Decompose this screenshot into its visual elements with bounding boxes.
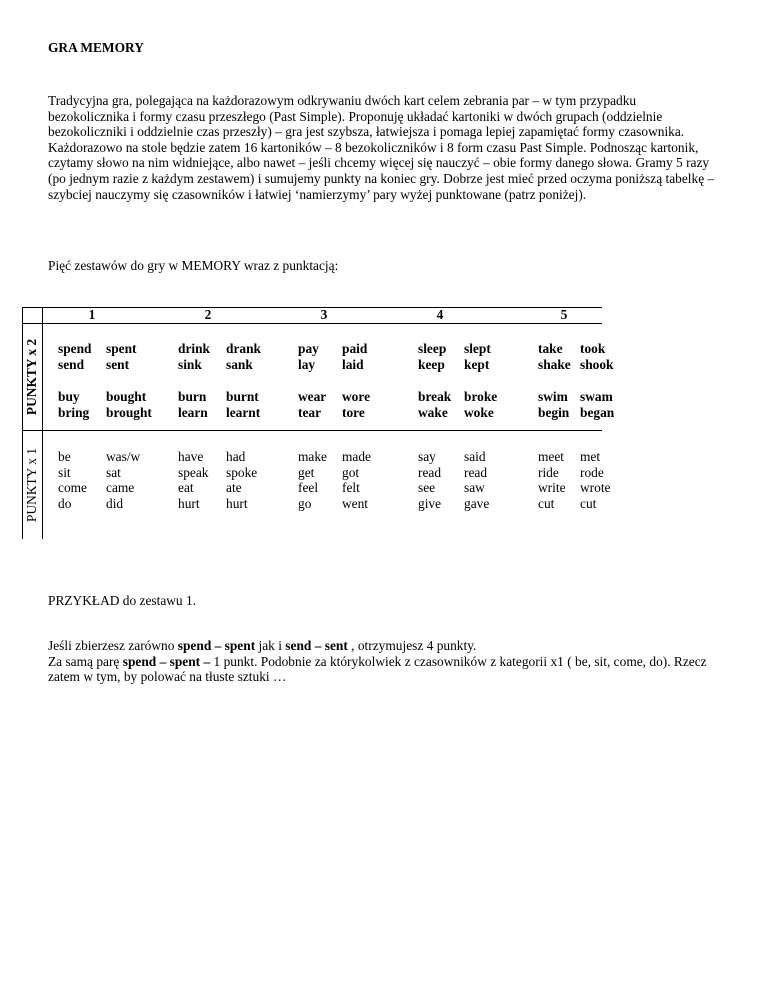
points-x1-label: PUNKTY x 1 <box>24 448 39 522</box>
set3-row2-past: wore tore <box>342 389 371 420</box>
table-group-divider <box>22 430 602 431</box>
table-side-divider <box>42 307 43 539</box>
set-number: 5 <box>560 307 568 322</box>
set5-row1-past: took shook <box>580 341 614 372</box>
table-header-divider <box>22 323 602 324</box>
text-run: 1 punkt. Podobnie za którykolwiek z czasowników z kategorii x1 ( be, sit, come, do). Rzecz zatem w tym, by polować na tłuste sztuki … <box>48 653 707 685</box>
text-run: , otrzymujesz 4 punkty. <box>347 638 477 653</box>
set2-row2-past: burnt learnt <box>226 389 261 420</box>
set3-row3-past: made got felt went <box>342 449 371 511</box>
set5-row1-infinitives: take shake <box>538 341 571 372</box>
set1-row2-past: bought brought <box>106 389 152 420</box>
set5-row2-infinitives: swim begin <box>538 389 570 420</box>
set4-row1-infinitives: sleep keep <box>418 341 447 372</box>
table-border-top <box>22 307 602 308</box>
text-run: Jeśli zbierzesz zarówno <box>48 638 178 653</box>
set3-row1-infinitives: pay lay <box>298 341 319 372</box>
set3-row2-infinitives: wear tear <box>298 389 327 420</box>
page-title: GRA MEMORY <box>48 40 144 55</box>
table-lead: Pięć zestawów do gry w MEMORY wraz z punktacją: <box>48 258 339 273</box>
set2-row1-past: drank sank <box>226 341 261 372</box>
set1-row3-infinitives: be sit come do <box>58 449 87 511</box>
set1-row3-past: was/w sat came did <box>106 449 141 511</box>
set2-row3-past: had spoke ate hurt <box>226 449 258 511</box>
verb-pair: spend – spent <box>177 638 256 653</box>
example-line-1 <box>48 638 728 654</box>
example-line-2 <box>48 654 728 685</box>
verb-pair: spend – spent – <box>122 653 211 669</box>
set5-row2-past: swam began <box>580 389 615 420</box>
set4-row3-past: said read saw gave <box>464 449 490 511</box>
set-number: 3 <box>320 307 328 322</box>
verb-pair: send – sent <box>285 638 348 653</box>
set-number: 1 <box>88 307 96 322</box>
set2-row1-infinitives: drink sink <box>178 341 211 372</box>
intro-paragraph: Tradycyjna gra, polegająca na każdorazowym odkrywaniu dwóch kart celem zebrania par – w tym przypadku bezokolicznika i formy czasu przeszłego (Past Simple). Proponuję układać kartoniki w dwóch grupach (oddzielnie bezokoliczniki i oddzielnie czas przeszły) – gra jest szybsza, łatwiejsza i pomaga lepiej zapamiętać formy czasownika. Każdorazowo na stole będzie zatem 16 kartoników – 8 bezokoliczników i 8 form czasu Past Simple. Podnosząc kartonik, czytamy słowo na nim widniejące, albo nawet – jeśli chcemy więcej się nauczyć – obie formy danego słowa. Gramy 5 razy (po jednym razie z każdym zestawem) i sumujemy punkty na koniec gry. Dobrze jest mieć przed oczyma poniższą tabelkę – szybciej nauczymy się czasowników i łatwiej ‘namierzymy’ pary wyżej punktowane (patrz poniżej). <box>48 93 715 202</box>
set4-row3-infinitives: say read see give <box>418 449 442 511</box>
set5-row3-past: met rode wrote cut <box>580 449 611 511</box>
set2-row3-infinitives: have speak eat hurt <box>178 449 209 511</box>
set4-row1-past: slept kept <box>464 341 491 372</box>
points-x2-label: PUNKTY x 2 <box>24 338 39 416</box>
text-run: jak i <box>255 638 286 653</box>
example-explanation <box>48 638 728 685</box>
set-number: 4 <box>436 307 444 322</box>
set1-row2-infinitives: buy bring <box>58 389 90 420</box>
set1-row1-infinitives: spend send <box>58 341 92 372</box>
example-heading: PRZYKŁAD do zestawu 1. <box>48 593 197 608</box>
set-number: 2 <box>204 307 212 322</box>
set4-row2-past: broke woke <box>464 389 498 420</box>
set3-row3-infinitives: make get feel go <box>298 449 327 511</box>
set1-row1-past: spent sent <box>106 341 137 372</box>
set4-row2-infinitives: break wake <box>418 389 452 420</box>
set2-row2-infinitives: burn learn <box>178 389 208 420</box>
text-run: Za samą parę <box>48 653 123 669</box>
verb-table <box>22 307 615 539</box>
set5-row3-infinitives: meet ride write cut <box>538 449 566 511</box>
set3-row1-past: paid laid <box>342 341 368 372</box>
